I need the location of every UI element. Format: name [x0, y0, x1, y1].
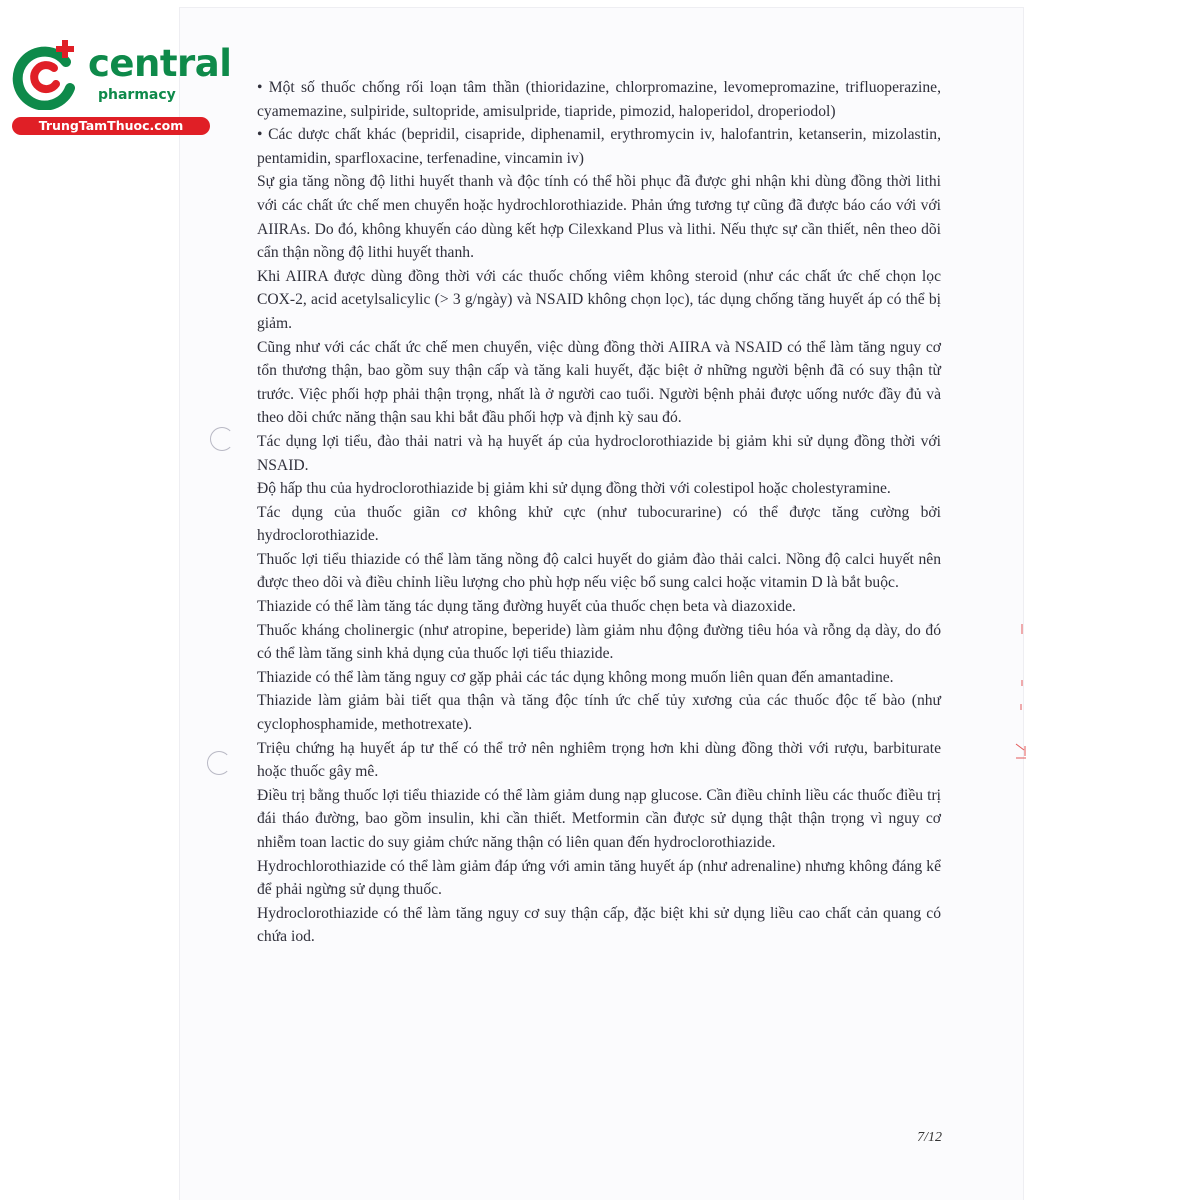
edge-stamp-marks — [1010, 620, 1030, 780]
paragraph: Sự gia tăng nồng độ lithi huyết thanh và độc tính có thể hồi phục đã được ghi nhận khi dùng đồng thời lithi với các chất ức chế men chuyển hoặc hydrochlorothiazide. Phản ứng tương tự cũng đã được báo cáo với với AIIRAs. Do đó, không khuyến cáo dùng kết hợp Cilexkand Plus và lithi. Nếu thực sự cần thiết, nên theo dõi cẩn thận nồng độ lithi huyết thanh. — [257, 173, 941, 262]
paragraph: Hydrochlorothiazide có thể làm giảm đáp ứng với amin tăng huyết áp (như adrenaline) nhưng không đáng kể để phải ngừng sử dụng thuốc. — [257, 857, 941, 899]
paragraph: Triệu chứng hạ huyết áp tư thế có thể trở nên nghiêm trọng hơn khi dùng đồng thời với rượu, barbiturate hoặc thuốc gây mê. — [257, 739, 941, 781]
paragraph: Hydroclorothiazide có thể làm tăng nguy cơ suy thận cấp, đặc biệt khi sử dụng liều cao chất cản quang có chứa iod. — [257, 904, 941, 946]
paragraph: Khi AIIRA được dùng đồng thời với các thuốc chống viêm không steroid (như các chất ức chế chọn lọc COX-2, acid acetylsalicylic (> 3 g/ngày) và NSAID không chọn lọc), tác dụng chống tăng huyết áp có thể bị giảm. — [257, 267, 941, 332]
paragraph: Cũng như với các chất ức chế men chuyển, việc dùng đồng thời AIIRA và NSAID có thể làm tăng nguy cơ tổn thương thận, bao gồm suy thận cấp và tăng kali huyết, đặc biệt ở những người bệnh đã có suy thận từ trước. Việc phối hợp phải thận trọng, nhất là ở người cao tuổi. Người bệnh phải được uống nước đầy đủ và theo dõi chức năng thận sau khi bắt đầu phối hợp và định kỳ sau đó. — [257, 338, 941, 427]
paragraph: Thiazide có thể làm tăng nguy cơ gặp phải các tác dụng không mong muốn liên quan đến amantadine. — [257, 668, 894, 686]
paragraph: • Một số thuốc chống rối loạn tâm thần (thioridazine, chlorpromazine, levomepromazine, trifluoperazine, cyamemazine, sulpiride, sultopride, amisulpride, tiapride, pimozid, haloperidol, droperiodol) — [257, 79, 941, 120]
logo-sub-text: pharmacy — [98, 87, 176, 103]
punch-hole-icon — [207, 751, 231, 775]
document-body — [257, 76, 941, 949]
logo-url-badge[interactable]: TrungTamThuoc.com — [12, 117, 210, 135]
paragraph: Độ hấp thu của hydroclorothiazide bị giảm khi sử dụng đồng thời với colestipol hoặc cholestyramine. — [257, 480, 891, 498]
paragraph: Thiazide làm giảm bài tiết qua thận và tăng độc tính ức chế tủy xương của các thuốc độc tế bào (như cyclophosphamide, methotrexate). — [257, 692, 941, 734]
punch-hole-icon — [210, 427, 234, 451]
paragraph: Tác dụng của thuốc giãn cơ không khử cực (như tubocurarine) có thể được tăng cường bởi hydroclorothiazide. — [257, 503, 941, 545]
paragraph: Điều trị bằng thuốc lợi tiểu thiazide có thể làm giảm dung nạp glucose. Cần điều chỉnh liều các thuốc điều trị đái tháo đường, bao gồm insulin, khi cần thiết. Metformin cần được sử dụng thật thận trọng vì nguy cơ nhiễm toan lactic do suy giảm chức năng thận có liên quan đến hydroclorothiazide. — [257, 786, 941, 851]
paragraph: • Các dược chất khác (bepridil, cisapride, diphenamil, erythromycin iv, halofantrin, ketanserin, mizolastin, pentamidin, sparfloxacine, terfenadine, vincamin iv) — [257, 126, 941, 167]
paragraph: Tác dụng lợi tiểu, đào thải natri và hạ huyết áp của hydroclorothiazide bị giảm khi sử dụng đồng thời với NSAID. — [257, 432, 941, 474]
central-logo-icon — [10, 38, 84, 110]
paragraph: Thuốc lợi tiểu thiazide có thể làm tăng nồng độ calci huyết do giảm đào thải calci. Nồng độ calci huyết nên được theo dõi và điều chỉnh liều lượng cho phù hợp nếu việc bổ sung calci hoặc vitamin D là bắt buộc. — [257, 550, 941, 592]
paragraph: Thiazide có thể làm tăng tác dụng tăng đường huyết của thuốc chẹn beta và diazoxide. — [257, 598, 796, 616]
paragraph: Thuốc kháng cholinergic (như atropine, beperide) làm giảm nhu động đường tiêu hóa và rỗng dạ dày, do đó có thể làm tăng sinh khả dụng của thuốc lợi tiểu thiazide. — [257, 621, 941, 663]
logo-brand-text: central — [88, 42, 232, 85]
page-number: 7/12 — [917, 1130, 942, 1145]
pharmacy-logo[interactable] — [10, 38, 232, 138]
